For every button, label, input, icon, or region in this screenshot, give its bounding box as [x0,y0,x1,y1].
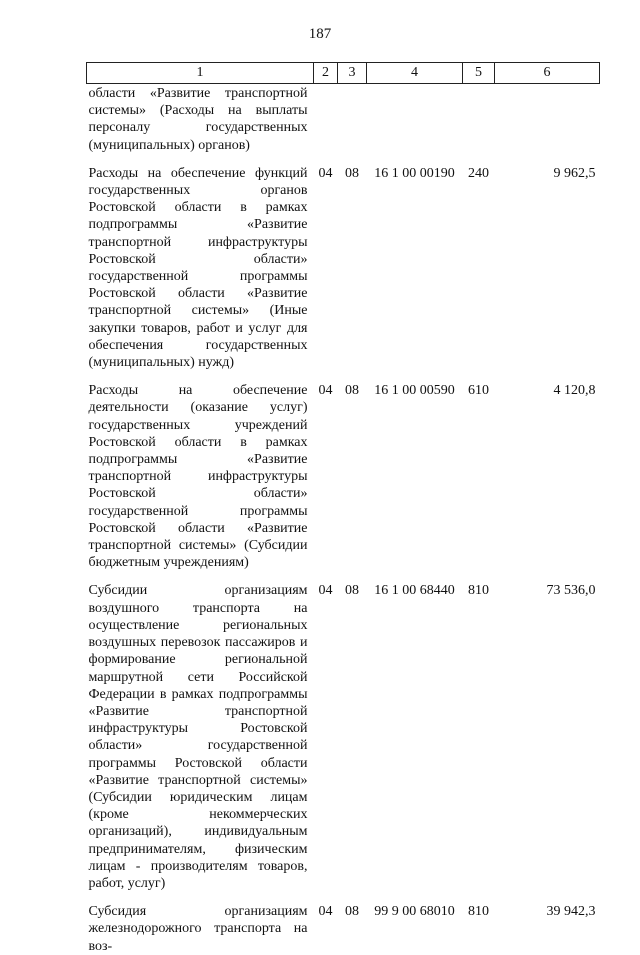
row-amount: 9 962,5 [553,165,596,181]
row-section: 04 [318,383,333,399]
page-number: 187 [308,26,332,42]
row-expense-type: 240 [468,165,489,181]
header-col-1: 1 [87,63,314,84]
row-expense-type [463,84,495,154]
row-expense-type: 810 [468,904,489,920]
row-target-code: 16 1 00 00590 [374,383,455,399]
row-section: 04 [318,165,333,181]
row-description: Расходы на обеспечение функций государственных органов Ростовской области в рамках подпрограммы «Развитие транспортной инфраструктуры Ростовской области» государственной программы Ростовской области «Развитие транспортной системы» (Иные закупки товаров, работ и услуг для обеспечения государственных (муниципальных) нужд) [88,165,308,371]
table-body [87,84,600,955]
header-col-3: 3 [338,63,367,84]
row-description: Субсидии организациям воздушного транспорта на осуществление региональных воздушных перевозок пассажиров и формирование региональной маршрутной сети Российской Федерации в рамках подпрограммы «Развитие транспортной инфраструктуры Ростовской области» государственной программы Ростовской области «Развитие транспортной системы» (Субсидии юридическим лицам (кроме некоммерческих организаций), индивидуальным предпринимателям, физическим лицам - производителям товаров, работ, услуг) [88,583,308,891]
header-col-2: 2 [314,63,338,84]
header-row [87,63,600,84]
row-section [314,84,338,154]
row-subsection: 08 [345,904,359,920]
row-subsection [338,84,367,154]
row-description: Расходы на обеспечение деятельности (оказание услуг) государственных учреждений Ростовской области в рамках подпрограммы «Развитие транспортной инфраструктуры Ростовской области» государственной программы Ростовской области «Развитие транспортной системы» (Субсидии бюджетным учреждениям) [88,383,308,571]
row-section: 04 [318,583,333,599]
row-subsection: 08 [345,165,359,181]
row-amount: 73 536,0 [546,583,596,599]
table-row [87,371,600,571]
row-subsection: 08 [345,383,359,399]
row-amount: 39 942,3 [546,904,596,920]
row-amount [495,84,600,154]
row-target-code: 16 1 00 68440 [374,583,455,599]
row-expense-type: 610 [468,383,489,399]
table-row [87,154,600,371]
row-target-code: 16 1 00 00190 [374,165,455,181]
budget-table [86,62,600,955]
row-description: Субсидия организациям железнодорожного транспорта на воз- [88,904,308,954]
row-subsection: 08 [345,583,359,599]
row-description: области «Развитие транспортной системы» (Расходы на выплаты персоналу государственных (муниципальных) органов) [88,86,308,153]
table-row [87,84,600,154]
row-target-code: 99 9 00 68010 [374,904,455,920]
table-row [87,892,600,955]
header-col-6: 6 [495,63,600,84]
header-col-4: 4 [367,63,463,84]
row-amount: 4 120,8 [553,383,596,399]
table-row [87,571,600,892]
row-expense-type: 810 [468,583,489,599]
table-header [87,63,600,84]
row-target-code [367,84,463,154]
row-section: 04 [318,904,333,920]
header-col-5: 5 [463,63,495,84]
